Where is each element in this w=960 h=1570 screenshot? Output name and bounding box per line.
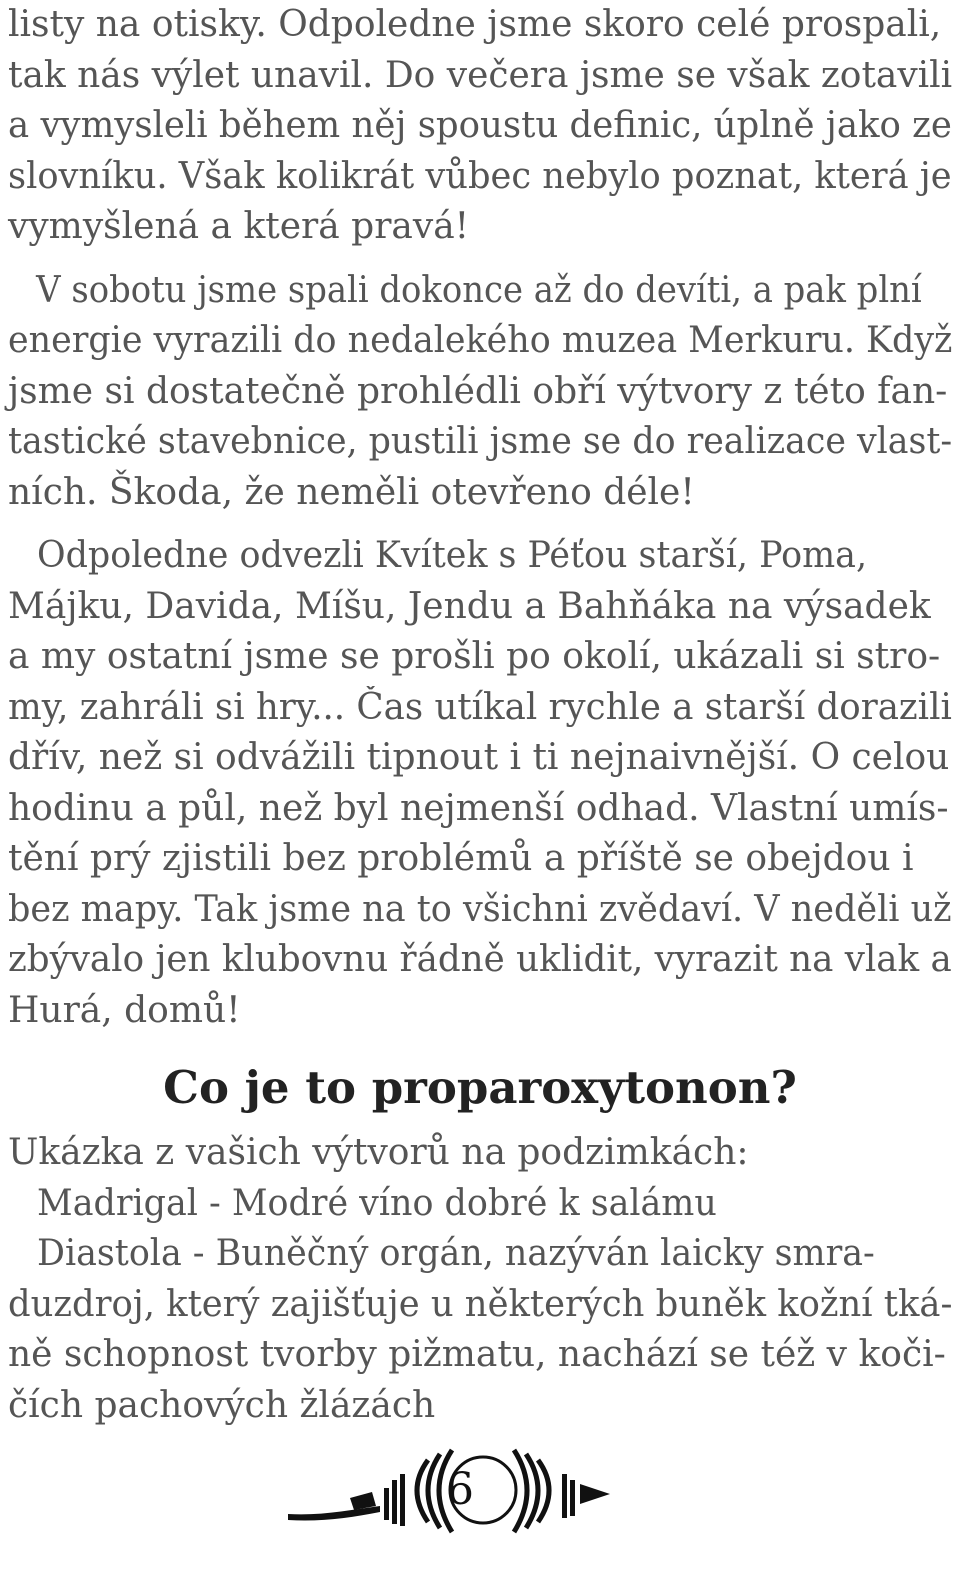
paragraph-1 — [8, 0, 952, 253]
paragraph-3 — [8, 531, 952, 1036]
page-number: 6 — [446, 1464, 474, 1515]
text-line: Májku, Davida, Míšu, Jendu a Bahňáka na výsadek — [8, 585, 931, 627]
text-line: Odpoledne odvezli Kvítek s Péťou starší, Poma, — [37, 535, 868, 576]
text-line: bez mapy. Tak jsme na to všichni zvědaví. V neděli už — [8, 888, 952, 930]
text-line: a my ostatní jsme se prošli po okolí, ukázali si stro- — [8, 636, 941, 677]
examples-block — [8, 1128, 952, 1431]
text-line: jsme si dostatečně prohlédli obří výtvory z této fan- — [8, 370, 948, 412]
example-item: Diastola - Buněčný orgán, nazýván laicky smra- — [37, 1233, 875, 1274]
example-item-continued: duzdroj, který zajišťuje u některých buněk kožní tká- — [8, 1283, 953, 1325]
page-footer — [280, 1440, 640, 1540]
text-line: tak nás výlet unavil. Do večera jsme se však zotavili — [8, 54, 953, 96]
examples-intro: Ukázka z vašich výtvorů na podzimkách: — [8, 1132, 749, 1173]
text-line: tění prý zjistili bez problémů a příště se obejdou i — [8, 838, 914, 879]
example-item-continued: ně schopnost tvorby pižmatu, nachází se též v koči- — [8, 1334, 946, 1375]
text-line: vymyšlená a která pravá! — [8, 206, 470, 247]
example-item-continued: čích pachových žlázách — [8, 1384, 436, 1426]
text-line: energie vyrazili do nedalekého muzea Merkuru. Když — [8, 320, 953, 361]
text-line: V sobotu jsme spali dokonce až do devíti, a pak plní — [36, 269, 922, 311]
paragraph-2 — [8, 266, 952, 519]
example-item: Madrigal - Modré víno dobré k salámu — [37, 1182, 717, 1224]
text-line: slovníku. Však kolikrát vůbec nebylo poznat, která je — [8, 155, 952, 197]
section-heading: Co je to proparoxytonon? — [163, 1061, 797, 1114]
text-line: dřív, než si odvážili tipnout i ti nejnaivnější. O celou — [8, 737, 950, 778]
text-line: ních. Škoda, že neměli otevřeno déle! — [8, 471, 695, 513]
text-line: Hurá, domů! — [8, 989, 241, 1031]
text-line: hodinu a půl, než byl nejmenší odhad. Vlastní umís- — [8, 787, 949, 829]
text-line: a vymysleli během něj spoustu definic, úplně jako ze — [8, 105, 952, 146]
text-line: zbývalo jen klubovnu řádně uklidit, vyrazit na vlak a — [8, 939, 952, 980]
text-line: listy na otisky. Odpoledne jsme skoro celé prospali, — [8, 4, 942, 45]
text-line: tastické stavebnice, pustili jsme se do realizace vlast- — [8, 421, 953, 462]
page-content — [8, 0, 952, 1431]
text-line: my, zahráli si hry... Čas utíkal rychle a starší dorazili — [8, 686, 952, 728]
